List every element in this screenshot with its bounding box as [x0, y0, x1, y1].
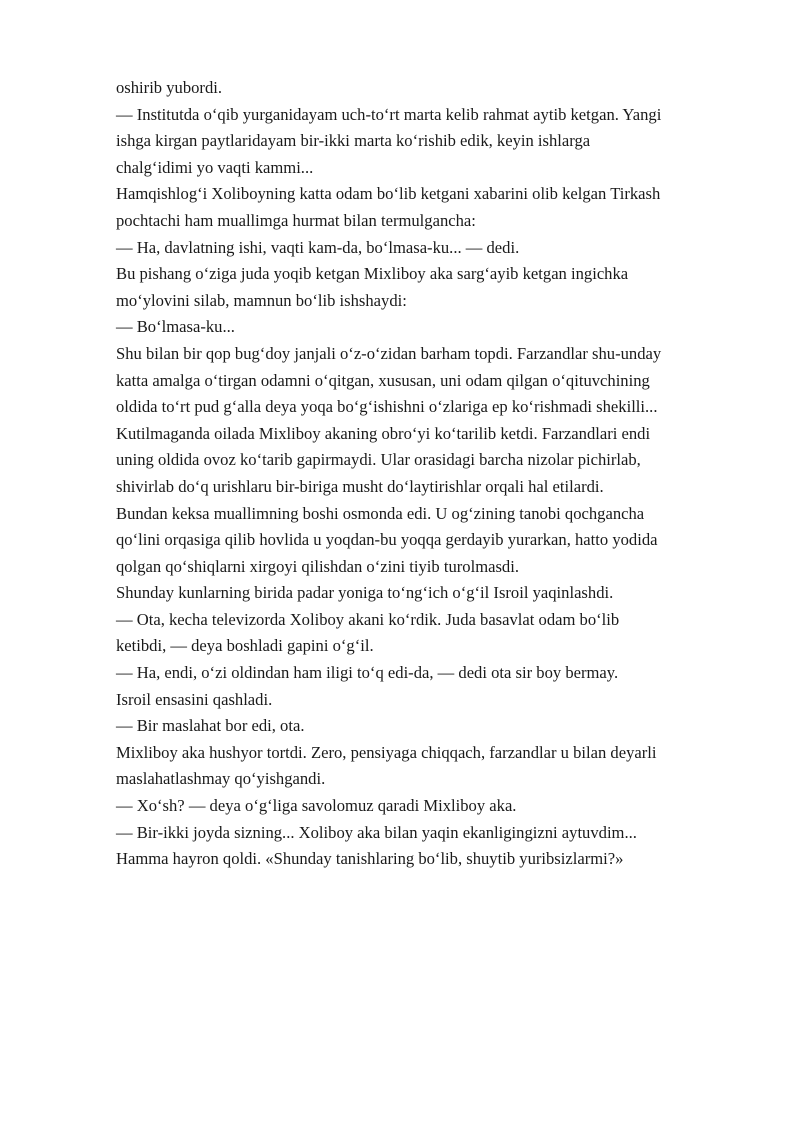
text-line: uning oldida ovoz koʻtarib gapirmaydi. Ular orasidagi barcha nizolar pichirlab,	[116, 450, 641, 470]
text-line: — Bir maslahat bor edi, ota.	[116, 716, 305, 736]
text-line: — Boʻlmasa-ku...	[116, 317, 235, 337]
text-line: moʻylovini silab, mamnun boʻlib ishshaydi:	[116, 290, 407, 310]
text-line: — Ha, endi, oʻzi oldindan ham iligi toʻq edi-da, — dedi ota sir boy bermay.	[116, 663, 619, 683]
text-line: ketibdi, — deya boshladi gapini oʻgʻil.	[116, 636, 374, 656]
document-body	[116, 75, 746, 873]
text-line: Bundan keksa muallimning boshi osmonda edi. U ogʻzining tanobi qochgancha	[116, 503, 645, 523]
text-line: maslahatlashmay qoʻyishgandi.	[116, 769, 326, 789]
text-line: Isroil ensasini qashladi.	[116, 689, 273, 709]
text-line: — Ha, davlatning ishi, vaqti kam-da, boʻlmasa-ku... — dedi.	[116, 237, 520, 257]
text-line: — Institutda oʻqib yurganidayam uch-toʻrt marta kelib rahmat aytib ketgan. Yangi	[116, 104, 662, 124]
text-line: oshirib yubordi.	[116, 78, 223, 97]
text-line: — Ota, kecha televizorda Xoliboy akani koʻrdik. Juda basavlat odam boʻlib	[116, 609, 620, 629]
text-line: katta amalga oʻtirgan odamni oʻqitgan, xususan, uni odam qilgan oʻqituvchining	[116, 370, 650, 390]
text-line: Hamqishlogʻi Xoliboyning katta odam boʻlib ketgani xabarini olib kelgan Tirkash	[116, 184, 661, 204]
text-line: Bu pishang oʻziga juda yoqib ketgan Mixliboy aka sargʻayib ketgan ingichka	[116, 264, 629, 284]
text-line: — Xoʻsh? — deya oʻgʻliga savolomuz qaradi Mixliboy aka.	[116, 796, 517, 816]
text-line: Hamma hayron qoldi. «Shunday tanishlaring boʻlib, shuytib yuribsizlarmi?»	[116, 849, 624, 869]
text-line: pochtachi ham muallimga hurmat bilan termulgancha:	[116, 210, 476, 230]
text-line: oldida toʻrt pud gʻalla deya yoqa boʻgʻishishni oʻzlariga ep koʻrishmadi shekilli...	[116, 397, 658, 417]
text-line: chalgʻidimi yo vaqti kammi...	[116, 157, 314, 177]
text-line: ishga kirgan paytlaridayam bir-ikki marta koʻrishib edik, keyin ishlarga	[116, 131, 591, 151]
text-line: qoʻlini orqasiga qilib hovlida u yoqdan-bu yoqqa gerdayib yurarkan, hatto yodida	[116, 530, 658, 550]
text-line: shivirlab doʻq urishlaru bir-biriga musht doʻlaytirishlar orqali hal etilardi.	[116, 476, 604, 496]
text-line: Shunday kunlarning birida padar yoniga toʻngʻich oʻgʻil Isroil yaqinlashdi.	[116, 583, 614, 603]
text-line: Kutilmaganda oilada Mixliboy akaning obroʻyi koʻtarilib ketdi. Farzandlari endi	[116, 423, 651, 443]
text-line: qolgan qoʻshiqlarni xirgoyi qilishdan oʻzini tiyib turolmasdi.	[116, 556, 519, 576]
text-line: — Bir-ikki joyda sizning... Xoliboy aka bilan yaqin ekanligingizni aytuvdim...	[116, 822, 637, 842]
text-line: Shu bilan bir qop bugʻdoy janjali oʻz-oʻzidan barham topdi. Farzandlar shu-unday	[116, 343, 662, 363]
text-line: Mixliboy aka hushyor tortdi. Zero, pensiyaga chiqqach, farzandlar u bilan deyarli	[116, 742, 657, 762]
